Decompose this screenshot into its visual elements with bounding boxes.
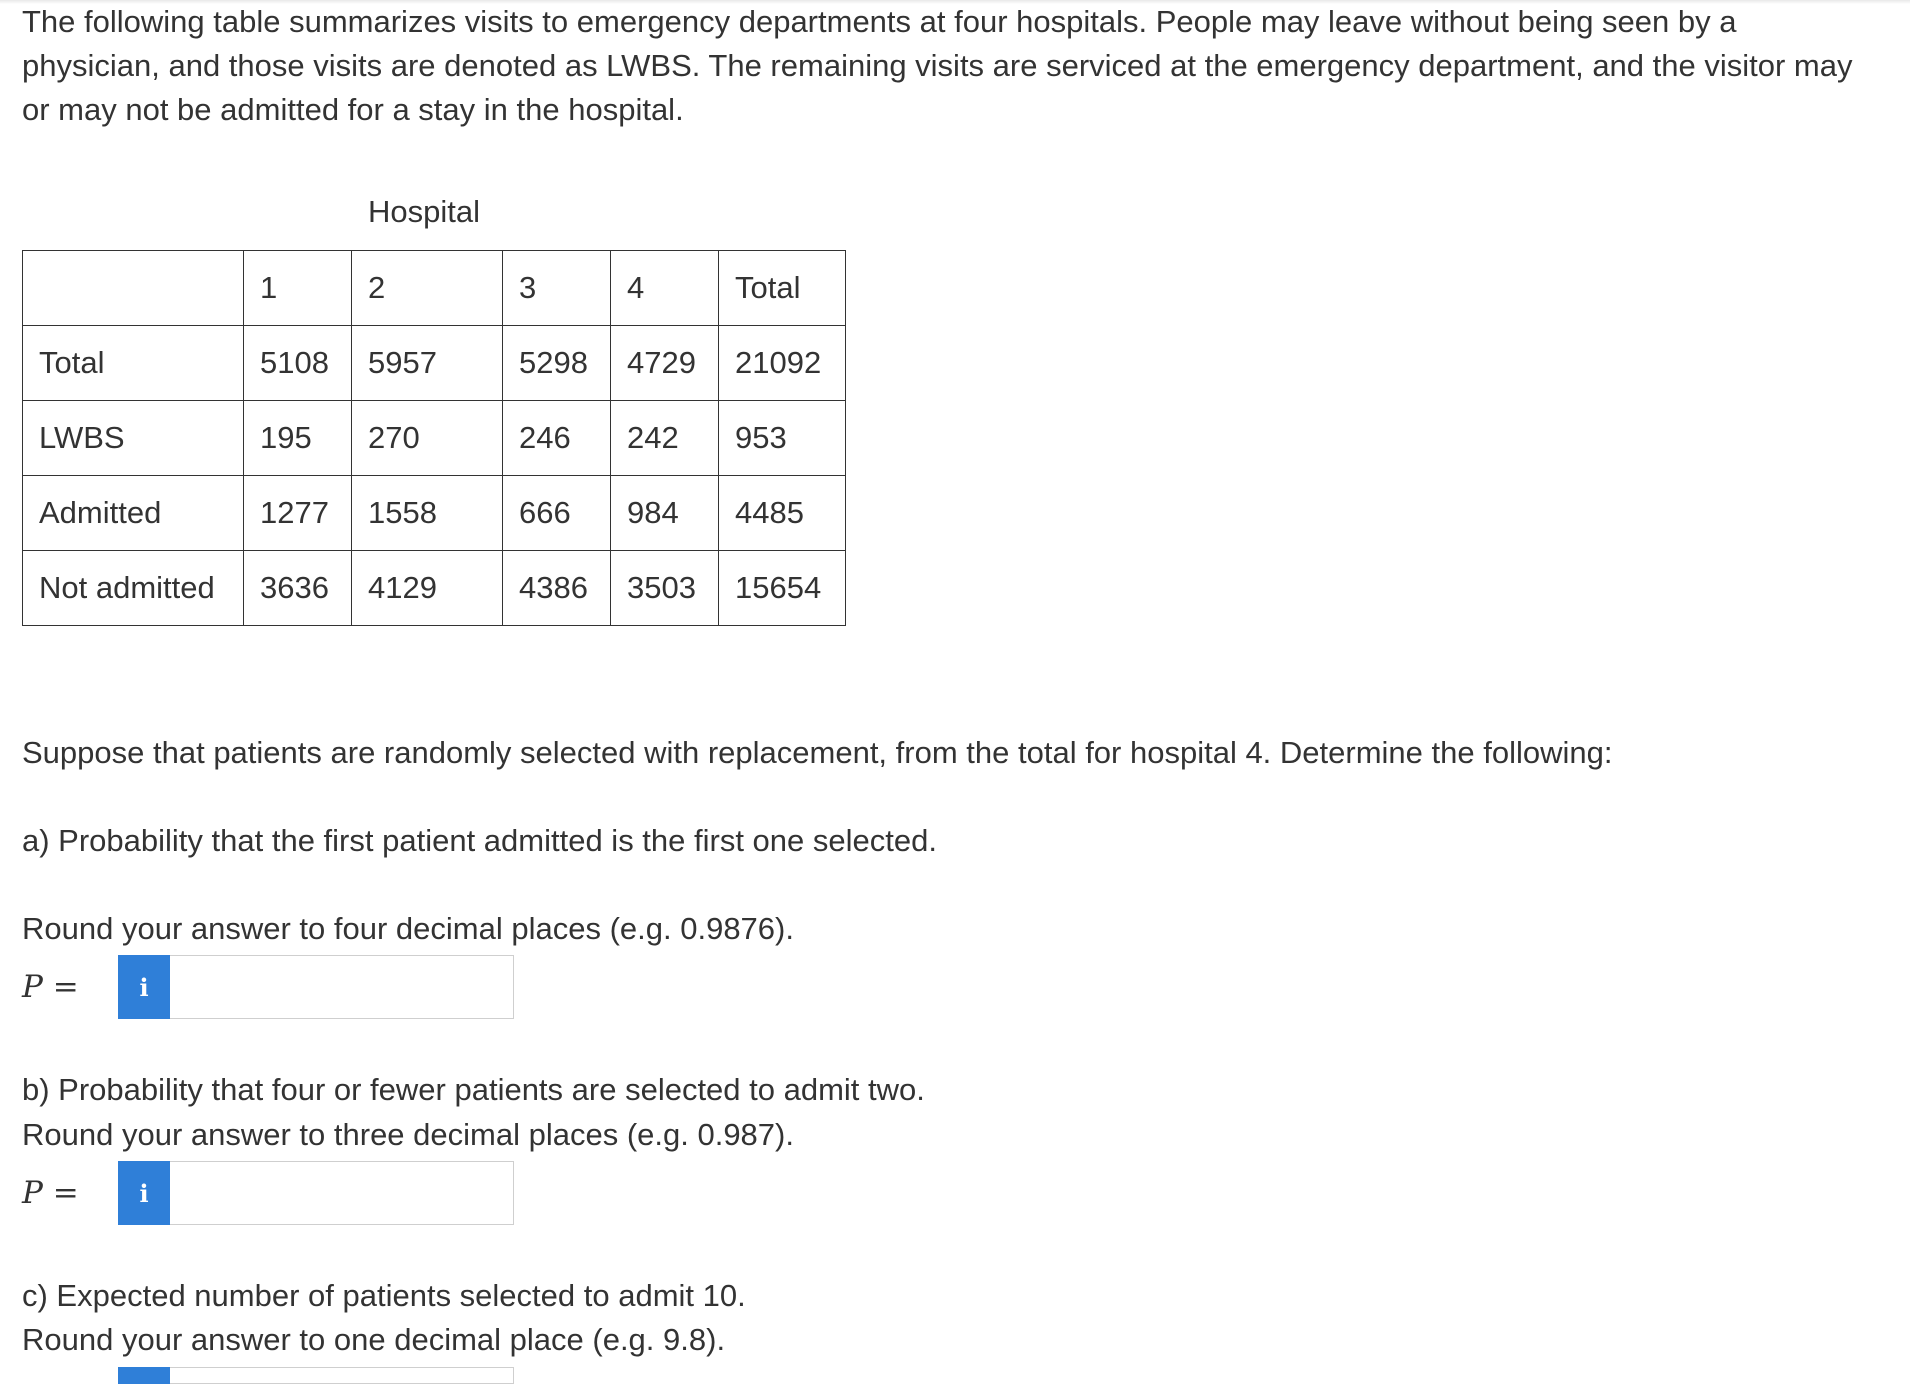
part-a-answer-input[interactable] [170,955,514,1019]
problem-setup: Suppose that patients are randomly selected with replacement, from the total for hospital 4. Determine the following: [22,735,1613,770]
table-row [23,476,846,551]
header-cell: 1 [244,251,352,326]
problem-intro: The following table summarizes visits to emergency departments at four hospitals. People may leave without being seen by a physician, and those visits are denoted as LWBS. The remaining visits are serviced at the emergency department, and the visitor may or may not be admitted for a stay in the hospital. [22,4,1853,127]
part-b-answer-row [22,1161,514,1225]
row-label-cell: Admitted [23,476,244,551]
part-a-question: a) Probability that the first patient admitted is the first one selected. [22,823,937,858]
info-icon[interactable]: i [118,955,170,1019]
table-row [23,551,846,626]
hospital-visits-table [22,250,846,626]
table-row [23,326,846,401]
equals-sign: = [42,1175,79,1211]
header-cell: Total [719,251,846,326]
header-cell: 4 [611,251,719,326]
table-cell: 4386 [503,551,611,626]
part-c-question: c) Expected number of patients selected to admit 10. [22,1278,746,1313]
equals-sign: = [42,969,79,1005]
table-caption: Hospital [368,194,480,229]
header-cell: 3 [503,251,611,326]
part-b-instruction: Round your answer to three decimal places (e.g. 0.987). [22,1117,794,1152]
part-c-answer-row [22,1367,514,1384]
table-cell: 5957 [352,326,503,401]
part-c-answer-input[interactable] [170,1367,514,1384]
table-cell: 195 [244,401,352,476]
table-cell: 246 [503,401,611,476]
table-cell: 21092 [719,326,846,401]
part-b-answer-input[interactable] [170,1161,514,1225]
table-cell: 270 [352,401,503,476]
header-cell [23,251,244,326]
table-cell: 5108 [244,326,352,401]
table-cell: 4729 [611,326,719,401]
table-cell: 1277 [244,476,352,551]
table-cell: 242 [611,401,719,476]
header-cell: 2 [352,251,503,326]
p-variable: P [22,969,43,1005]
table-cell: 3636 [244,551,352,626]
table-cell: 1558 [352,476,503,551]
row-label-cell: Total [23,326,244,401]
table-cell: 3503 [611,551,719,626]
table-cell: 666 [503,476,611,551]
part-a-instruction: Round your answer to four decimal places (e.g. 0.9876). [22,911,794,946]
table-cell: 5298 [503,326,611,401]
info-icon[interactable]: i [118,1161,170,1225]
p-variable: P [22,1175,43,1211]
table-cell: 15654 [719,551,846,626]
part-b-question: b) Probability that four or fewer patients are selected to admit two. [22,1072,925,1107]
part-a-p-label [22,969,118,1005]
table-row [23,401,846,476]
table-cell: 953 [719,401,846,476]
row-label-cell: LWBS [23,401,244,476]
info-icon[interactable] [118,1367,170,1384]
table-cell: 4129 [352,551,503,626]
part-b-p-label [22,1175,118,1211]
table-cell: 4485 [719,476,846,551]
table-header-row [23,251,846,326]
part-a-answer-row [22,955,514,1019]
part-c-instruction: Round your answer to one decimal place (e.g. 9.8). [22,1322,726,1357]
row-label-cell: Not admitted [23,551,244,626]
table-cell: 984 [611,476,719,551]
